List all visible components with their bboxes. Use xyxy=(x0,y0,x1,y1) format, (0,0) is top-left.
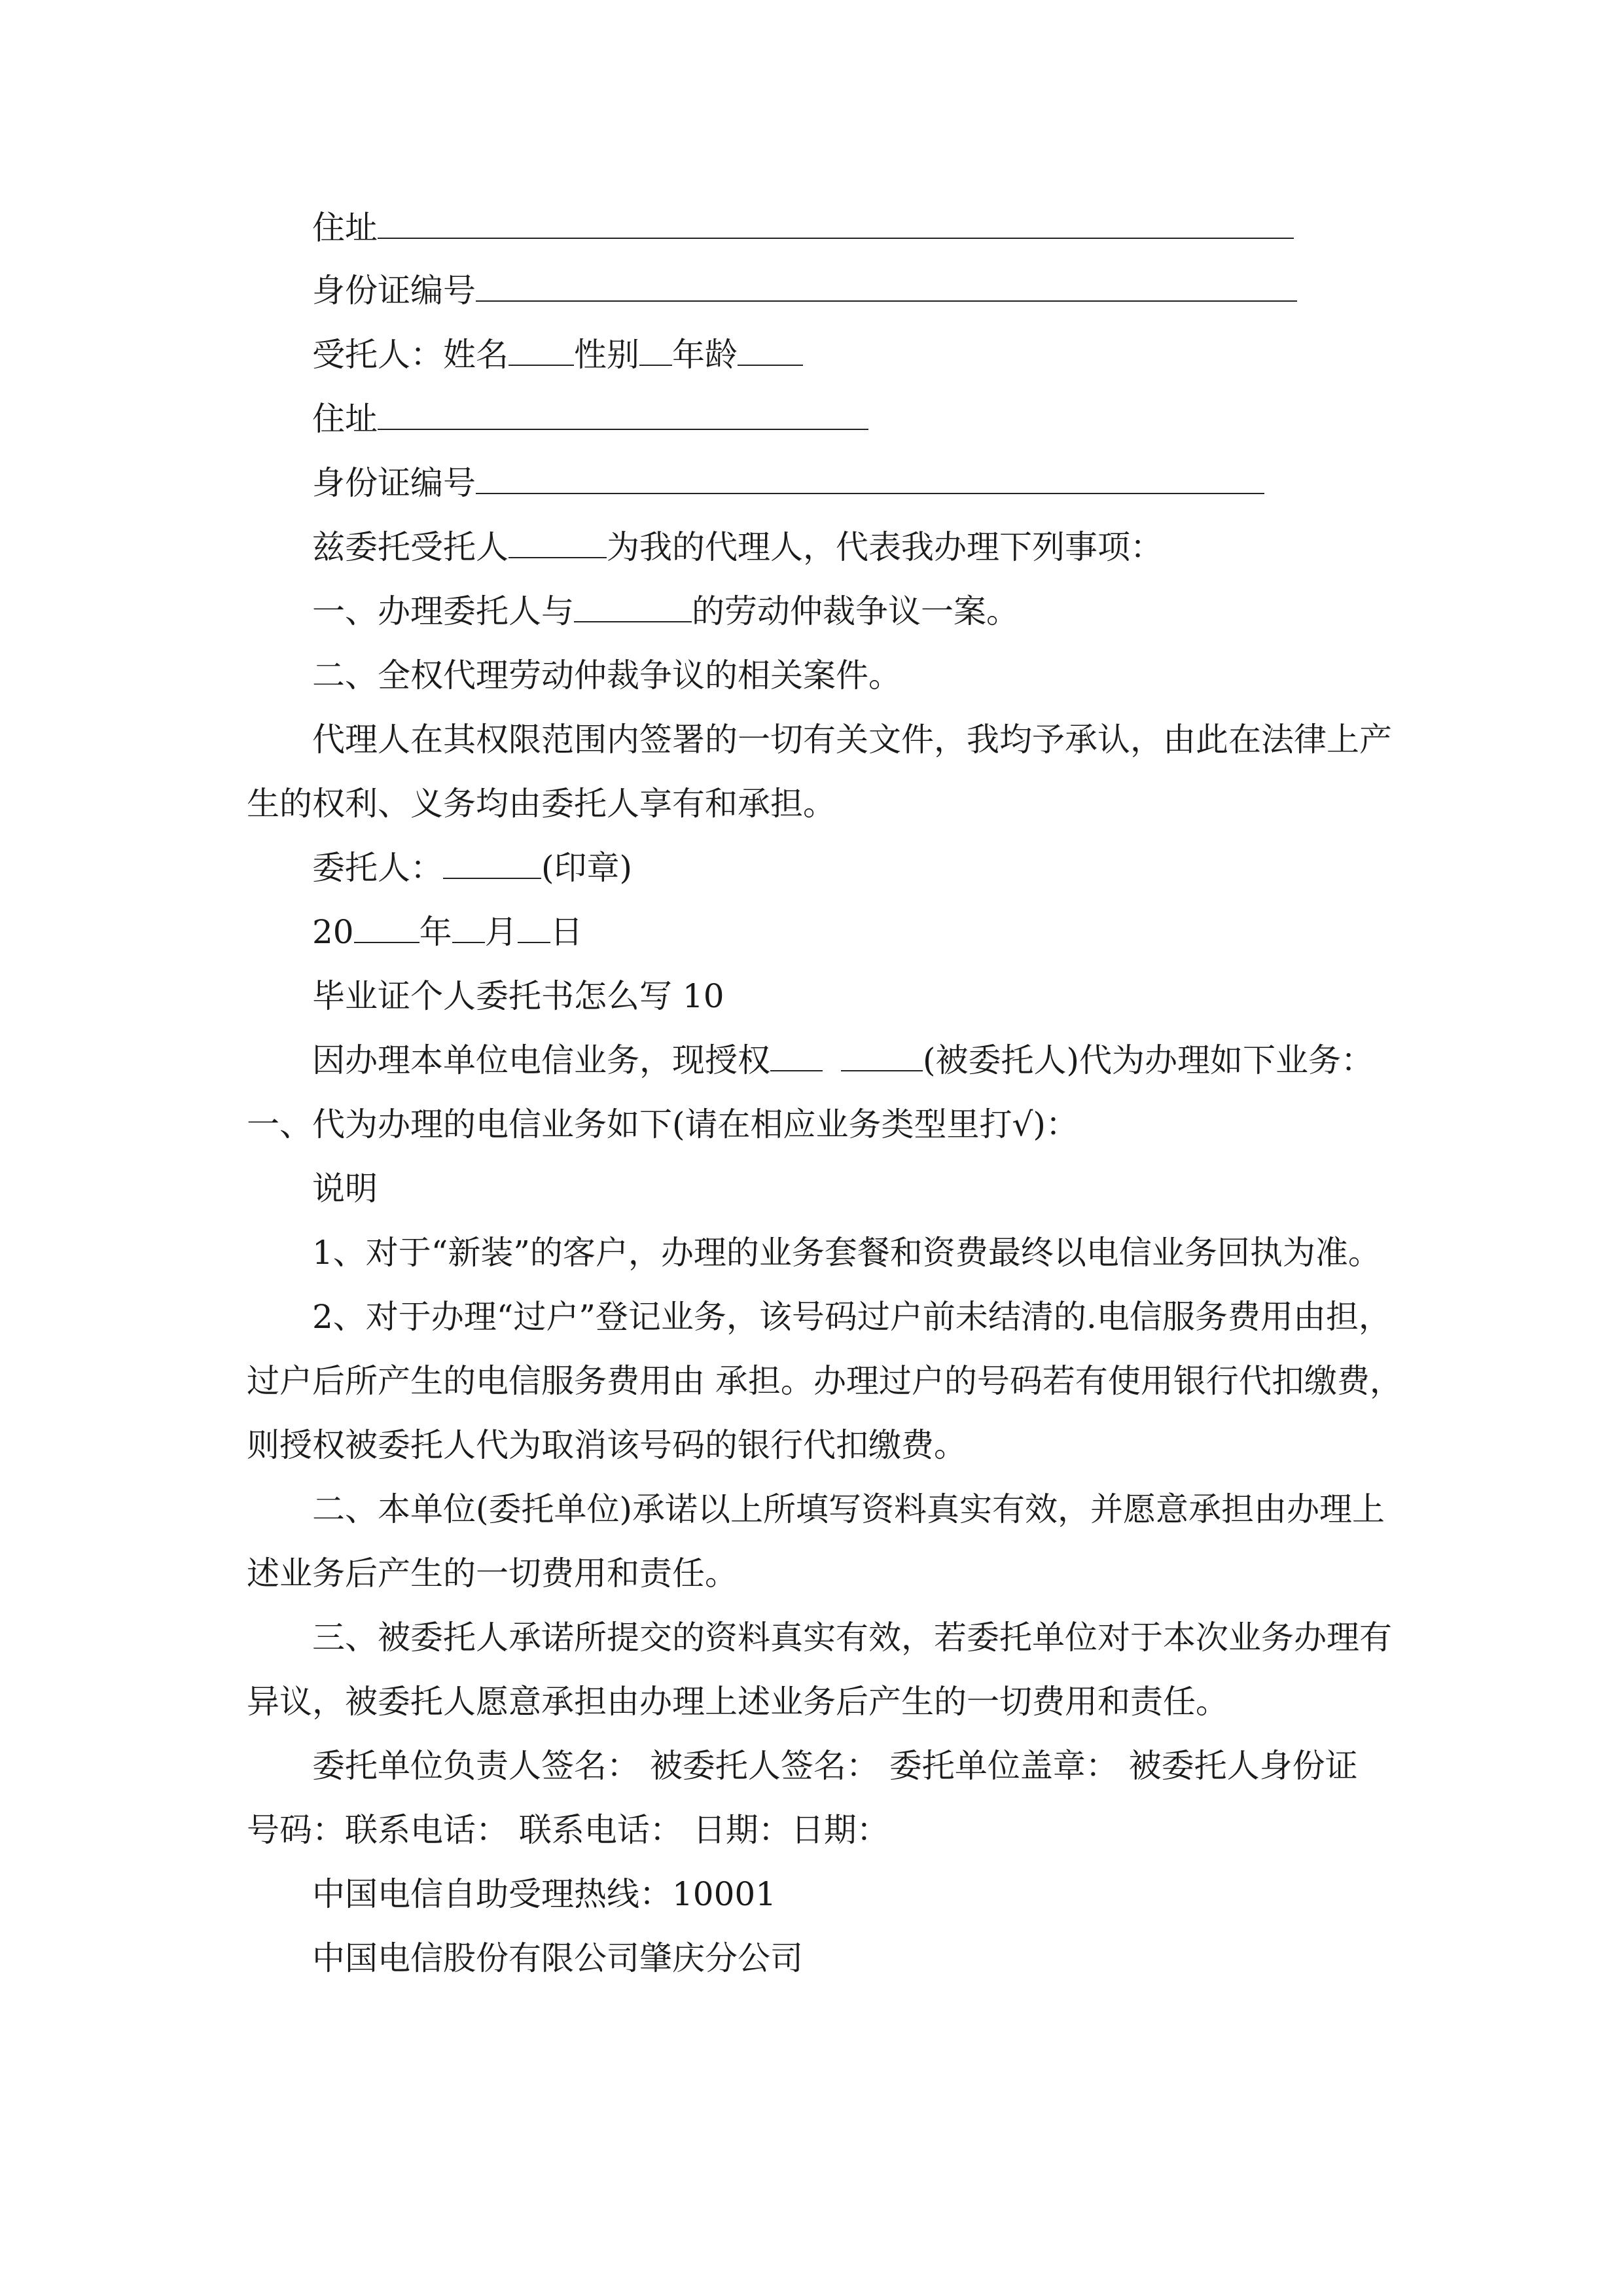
entrust-pre: 兹委托受托人 xyxy=(312,528,508,566)
address-blank xyxy=(378,210,1294,239)
day-label: 日 xyxy=(550,913,583,951)
company-name: 中国电信股份有限公司肇庆分公司 xyxy=(312,1939,803,1977)
id-number-blank xyxy=(476,465,1264,494)
item-2-line: 二、全权代理劳动仲裁争议的相关案件。 xyxy=(312,656,901,694)
agent-paragraph-line-1: 代理人在其权限范围内签署的一切有关文件，我均予承认，由此在法律上产 xyxy=(312,721,1392,759)
principal-line xyxy=(312,848,632,888)
address-label: 住址 xyxy=(312,209,378,247)
sex-blank xyxy=(639,337,672,366)
year-prefix: 20 xyxy=(312,913,354,951)
commitment-2-line-1: 二、本单位(委托单位)承诺以上所填写资料真实有效，并愿意承担由办理上 xyxy=(312,1490,1385,1528)
commitment-3-line-1: 三、被委托人承诺所提交的资料真实有效，若委托单位对于本次业务办理有 xyxy=(312,1619,1392,1657)
authorizer-blank xyxy=(770,1043,823,1071)
note-2-line-3: 则授权被委托人代为取消该号码的银行代扣缴费。 xyxy=(247,1426,967,1464)
item-1-pre: 一、办理委托人与 xyxy=(312,592,574,630)
sex-label: 性别 xyxy=(574,336,639,374)
address-blank xyxy=(378,401,868,430)
agent-paragraph-line-2: 生的权利、义务均由委托人享有和承担。 xyxy=(247,785,836,823)
note-1: 1、对于“新装”的客户，办理的业务套餐和资费最终以电信业务回执为准。 xyxy=(312,1234,1381,1272)
seal-label: (印章) xyxy=(541,849,633,887)
note-heading: 说明 xyxy=(312,1170,378,1208)
id-number-blank xyxy=(476,273,1297,302)
section-title-10: 毕业证个人委托书怎么写 10 xyxy=(312,977,724,1015)
trustee-name-label: 受托人：姓名 xyxy=(312,336,508,374)
commitment-2-line-2: 述业务后产生的一切费用和责任。 xyxy=(247,1554,738,1592)
day-blank xyxy=(518,914,550,943)
principal-blank xyxy=(443,850,541,879)
id-number-label: 身份证编号 xyxy=(312,464,476,502)
month-blank xyxy=(452,914,485,943)
hotline-line: 中国电信自助受理热线：10001 xyxy=(312,1875,777,1913)
address-line-2 xyxy=(312,399,868,439)
entrust-post: 为我的代理人，代表我办理下列事项： xyxy=(607,528,1163,566)
party-blank xyxy=(574,594,692,622)
item-1-post: 的劳动仲裁争议一案。 xyxy=(692,592,1019,630)
item-1-line xyxy=(312,592,1019,631)
address-line-1 xyxy=(312,208,1294,247)
name-blank xyxy=(508,337,574,366)
commitment-3-line-2: 异议，被委托人愿意承担由办理上述业务后产生的一切费用和责任。 xyxy=(247,1683,1228,1721)
principal-label: 委托人： xyxy=(312,849,443,887)
authorization-line xyxy=(312,1041,1374,1080)
age-blank xyxy=(738,337,803,366)
authorization-post: (被委托人)代为办理如下业务： xyxy=(923,1041,1374,1079)
business-list-line: 一、代为办理的电信业务如下(请在相应业务类型里打√)： xyxy=(247,1105,1079,1143)
agent-blank xyxy=(508,529,607,558)
note-2-line-2: 过户后所产生的电信服务费用由 承担。办理过户的号码若有使用银行代扣缴费， xyxy=(247,1362,1402,1400)
entrust-line xyxy=(312,528,1163,567)
date-line xyxy=(312,912,583,952)
year-label: 年 xyxy=(419,913,452,951)
id-number-label: 身份证编号 xyxy=(312,272,476,310)
address-label: 住址 xyxy=(312,400,378,438)
id-number-line-2 xyxy=(312,463,1264,503)
age-label: 年龄 xyxy=(672,336,738,374)
authorization-pre: 因办理本单位电信业务，现授权 xyxy=(312,1041,770,1079)
note-2-line-1: 2、对于办理“过户”登记业务，该号码过户前未结清的.电信服务费用由担， xyxy=(312,1298,1391,1336)
month-label: 月 xyxy=(484,913,518,951)
signature-line-2: 号码：联系电话： 联系电话： 日期：日期： xyxy=(247,1811,889,1849)
trustee-blank xyxy=(841,1043,923,1071)
year-blank xyxy=(354,914,419,943)
trustee-info-line xyxy=(312,335,803,374)
signature-line-1: 委托单位负责人签名： 被委托人签名： 委托单位盖章： 被委托人身份证 xyxy=(312,1747,1358,1785)
id-number-line-1 xyxy=(312,271,1297,310)
